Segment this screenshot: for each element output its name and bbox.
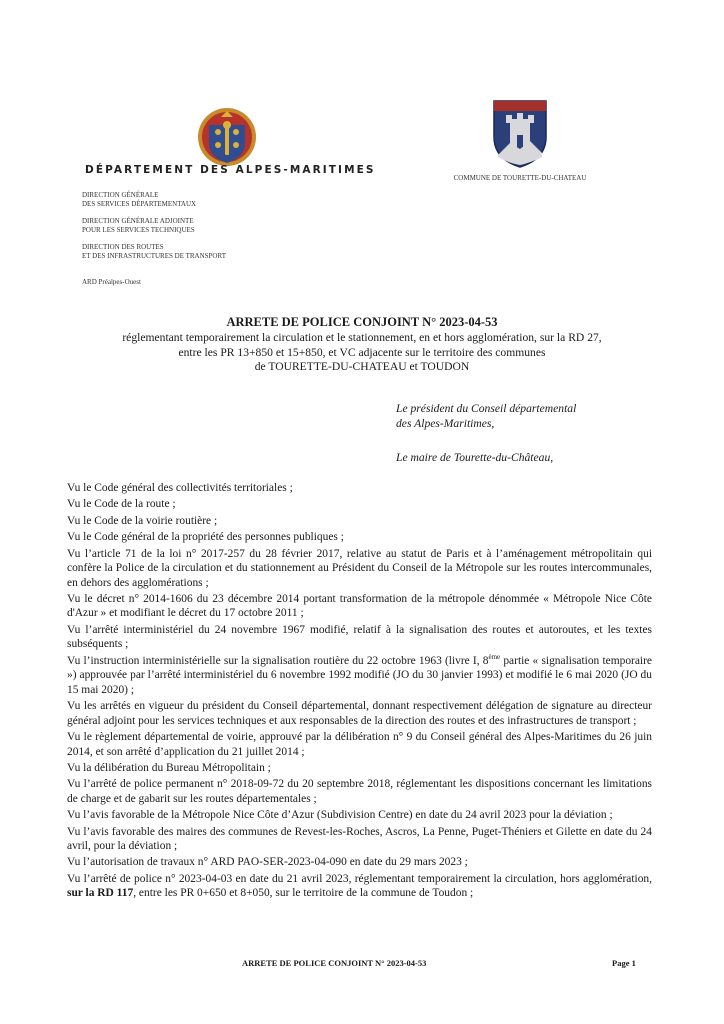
visa-paragraph: Vu le règlement départemental de voirie, approuvé par la délibération n° 9 du Conseil général des Alpes-Maritimes du 26 juin 2014, et son arrêté d’application du 21 juillet 2014 ; bbox=[67, 731, 652, 758]
subtitle-line: de TOURETTE-DU-CHATEAU et TOUDON bbox=[254, 360, 470, 373]
visa-text: partie « signalisation temporaire ») approuvée par l’arrêté interministériel du 6 novembre 1992 modifié (JO du 30 janvier 1993) et modifié le 6 mai 2020 (JO du 15 mai 2020) ; bbox=[67, 654, 652, 696]
ard-label: ARD Préalpes-Ouest bbox=[82, 278, 141, 286]
president-line: des Alpes-Maritimes, bbox=[396, 416, 495, 430]
visa-paragraph: Vu le décret n° 2014-1606 du 23 décembre 2014 portant transformation de la métropole dénommée « Métropole Nice Côte d'Azur » et modifiant le décret du 17 octobre 2011 ; bbox=[67, 592, 652, 620]
service-group bbox=[82, 191, 342, 209]
department-coat-of-arms-icon bbox=[197, 107, 257, 167]
commune-coat-of-arms-icon bbox=[490, 97, 550, 169]
visa-paragraph: Vu l’avis favorable de la Métropole Nice Côte d’Azur (Subdivision Centre) en date du 24 avril 2023 pour la déviation ; bbox=[67, 809, 613, 822]
visa-paragraph: Vu le Code général de la propriété des personnes publiques ; bbox=[67, 531, 344, 544]
footer-decree-number: ARRETE DE POLICE CONJOINT N° 2023-04-53 bbox=[242, 958, 427, 968]
service-line: DIRECTION GÉNÉRALE ADJOINTE bbox=[82, 217, 194, 225]
visa-paragraph: Vu le Code général des collectivités territoriales ; bbox=[67, 482, 293, 494]
visa-paragraph bbox=[67, 872, 652, 901]
superscript: ème bbox=[488, 652, 501, 661]
visa-text: Vu l’arrêté de police n° 2023-04-03 en date du 21 avril 2023, réglementant temporairement la circulation, hors agglomération, bbox=[67, 872, 652, 885]
service-group bbox=[82, 243, 342, 261]
subtitle-line: entre les PR 13+850 et 15+850, et VC adjacente sur le territoire des communes bbox=[178, 345, 546, 359]
president-line: Le président du Conseil départemental bbox=[396, 402, 577, 415]
visa-text: , entre les PR 0+650 et 8+050, sur le territoire de la commune de Toudon ; bbox=[133, 887, 474, 900]
visa-paragraph: Vu la délibération du Bureau Métropolitain ; bbox=[67, 761, 271, 774]
decree-title-block bbox=[100, 314, 624, 375]
service-line: POUR LES SERVICES TECHNIQUES bbox=[82, 226, 195, 234]
visa-paragraph bbox=[67, 654, 652, 698]
mayor-line: Le maire de Tourette-du-Château, bbox=[396, 451, 554, 464]
signatories bbox=[396, 402, 656, 466]
visa-paragraph: Vu l’article 71 de la loi n° 2017-257 du 28 février 2017, relative au statut de Paris et à l’aménagement métropolitain qui confère la Police de la circulation et du stationnement au Président du Conseil de la Métropole sur les routes intercommunales, en dehors des agglomérations ; bbox=[67, 547, 652, 589]
visa-bold-text: sur la RD 117 bbox=[67, 887, 134, 900]
visa-paragraph: Vu le Code de la route ; bbox=[67, 498, 176, 511]
visa-text: Vu l’instruction interministérielle sur la signalisation routière du 22 octobre 1963 (livre I, 8 bbox=[67, 654, 489, 667]
service-line: DIRECTION GÉNÉRALE bbox=[82, 191, 159, 199]
commune-name: COMMUNE DE TOURETTE-DU-CHATEAU bbox=[453, 174, 587, 182]
visa-paragraph: Vu l’avis favorable des maires des communes de Revest-les-Roches, Ascros, La Penne, Puget-Théniers et Gilette en date du 24 avril, pour la déviation ; bbox=[67, 825, 652, 853]
decree-title: ARRETE DE POLICE CONJOINT N° 2023-04-53 bbox=[226, 315, 498, 329]
services-list bbox=[82, 191, 342, 269]
service-line: DES SERVICES DÉPARTEMENTAUX bbox=[82, 200, 197, 208]
subtitle-line: réglementant temporairement la circulation et le stationnement, en et hors agglomération, sur la RD 27, bbox=[122, 331, 602, 344]
service-line: DIRECTION DES ROUTES bbox=[82, 243, 164, 251]
page-number: Page 1 bbox=[612, 958, 636, 968]
service-group bbox=[82, 217, 342, 235]
visa-paragraph: Vu l’arrêté de police permanent n° 2018-09-72 du 20 septembre 2018, réglementant les dispositions concernant les limitations de charge et de gabarit sur les routes départementales ; bbox=[67, 778, 652, 805]
visa-paragraph: Vu l’autorisation de travaux n° ARD PAO-SER-2023-04-090 en date du 29 mars 2023 ; bbox=[67, 856, 468, 869]
decree-body bbox=[67, 481, 652, 903]
department-name: DÉPARTEMENT DES ALPES-MARITIMES bbox=[85, 164, 376, 176]
visa-paragraph: Vu l’arrêté interministériel du 24 novembre 1967 modifié, relatif à la signalisation des routes et autoroutes, et les textes subséquents ; bbox=[67, 623, 652, 651]
visa-paragraph: Vu les arrêtés en vigueur du président du Conseil départemental, donnant respectivement délégation de signature au directeur général adjoint pour les services techniques et aux responsables de la direction des routes et des infrastructures de transport ; bbox=[67, 700, 652, 727]
decree-subtitle bbox=[100, 331, 624, 375]
visa-paragraph: Vu le Code de la voirie routière ; bbox=[67, 514, 218, 527]
service-line: ET DES INFRASTRUCTURES DE TRANSPORT bbox=[82, 252, 227, 260]
